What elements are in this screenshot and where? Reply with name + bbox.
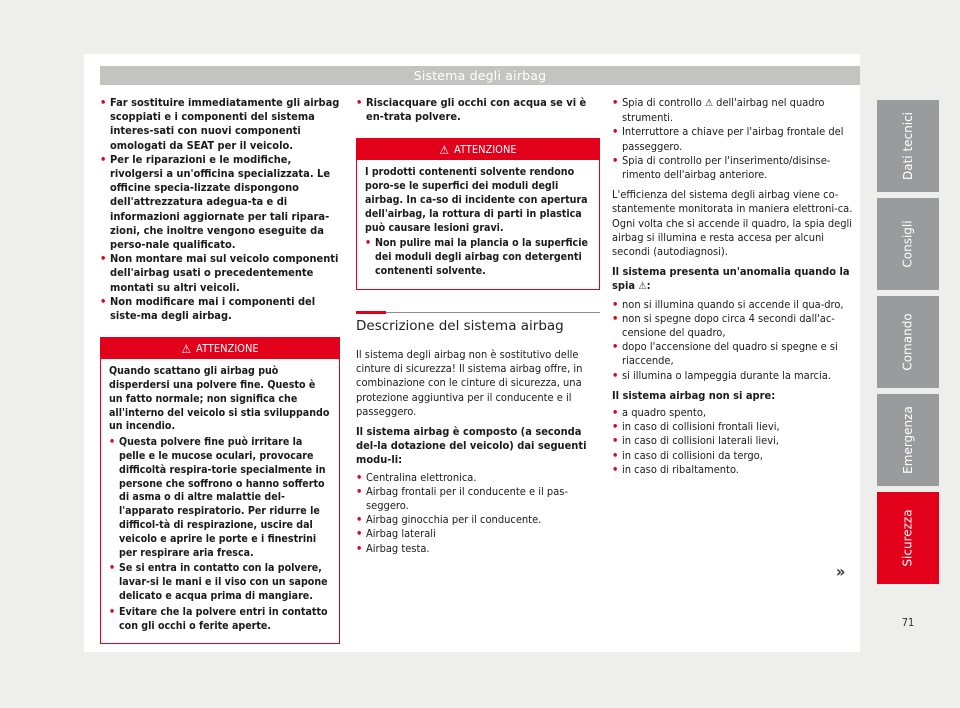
list-item: • non si illumina quando si accende il qua-dro,	[612, 297, 844, 311]
bullet-icon: •	[109, 605, 116, 618]
bullet-icon: •	[356, 527, 363, 541]
bullet-icon: •	[612, 297, 619, 311]
list-item: • dopo l'accensione del quadro si spegne e si riaccende,	[612, 340, 838, 368]
noopen-title: Il sistema airbag non si apre:	[612, 388, 776, 402]
warning-triangle-icon: ⚠	[439, 142, 450, 157]
warning-header	[101, 338, 339, 359]
list-item: • Interruttore a chiave per l'airbag frontale del passeggero.	[612, 125, 844, 153]
bullet-icon: •	[356, 513, 363, 527]
list-item: • Risciacquare gli occhi con acqua se vi è en-trata polvere.	[356, 96, 587, 124]
column-middle	[356, 96, 600, 556]
bullet-icon: •	[356, 470, 363, 484]
bullet-icon: •	[612, 153, 619, 167]
list-item: • Spia di controllo per l'inserimento/disinse-rimento dell'airbag anteriore.	[612, 153, 831, 182]
list-item: • in caso di collisioni frontali lievi,	[612, 420, 780, 434]
bullet-icon: •	[100, 152, 107, 166]
bullet-icon: •	[100, 96, 107, 109]
bullet-icon: •	[109, 562, 116, 575]
list-item: • Se si entra in contatto con la polvere, lavar-si le mani e il viso con un sapone delicato e acqua prima di mangiare.	[109, 562, 328, 602]
list-item: • Per le riparazioni e le modifiche, rivolgersi a un'officina specializzata. Le officine specia-lizzate dispongono dell'attrezzatura adegua-ta e di informazioni aggiornate per tali ripara-zioni, che inoltre vengono eseguite da perso-nale qualificato.	[100, 152, 331, 252]
bullet-icon: •	[612, 125, 619, 139]
section-title: Descrizione del sistema airbag	[356, 317, 564, 334]
list-item: • Airbag testa.	[356, 541, 430, 555]
list-item: • Far sostituire immediatamente gli airbag scoppiati e i componenti del sistema interes-sati con nuovi componenti omologati da SEAT per il veicolo.	[100, 96, 340, 152]
list-item: • non si spegne dopo circa 4 secondi dall'ac-censione del quadro,	[612, 311, 835, 340]
section-heading	[356, 312, 600, 342]
paragraph: L'efficienza del sistema degli airbag viene co-stantemente monitorata in maniera elettroni-ca. Ogni volta che si accende il quadro, la spia degli airbag si illumina e resta accesa per alcuni secondi (autodiagnosi).	[612, 188, 853, 259]
warning-triangle-icon: ⚠	[181, 341, 192, 356]
bullet-icon: •	[612, 434, 619, 448]
list-item: • in caso di collisioni da tergo,	[612, 448, 763, 462]
warning-intro: I prodotti contenenti solvente rendono poro-se le superfici dei moduli degli airbag. In ca-so di incidente con apertura dell'airbag, la rottura di parti in plastica può causare lesioni gravi.	[365, 166, 588, 234]
tab-sicurezza[interactable]: Sicurezza	[877, 492, 939, 584]
tab-emergenza[interactable]: Emergenza	[877, 394, 939, 486]
list-item: • Non pulire mai la plancia o la superficie dei moduli degli airbag con detergenti contenenti solvente.	[365, 237, 588, 277]
list-item: • Non modificare mai i componenti del siste-ma degli airbag.	[100, 294, 316, 323]
continue-arrow-icon: »	[836, 562, 846, 581]
column-right	[612, 96, 860, 477]
warning-title: ATTENZIONE	[454, 142, 517, 156]
list-item: • Evitare che la polvere entri in contatto con gli occhi o ferite aperte.	[109, 605, 328, 632]
bullet-icon: •	[612, 340, 619, 354]
tab-consigli[interactable]: Consigli	[877, 198, 939, 290]
list-item: • si illumina o lampeggia durante la marcia.	[612, 368, 831, 382]
tab-comando[interactable]: Comando	[877, 296, 939, 388]
page-number: 71	[901, 616, 915, 629]
warning-box	[100, 337, 340, 644]
bullet-icon: •	[612, 311, 619, 325]
warning-body	[357, 160, 599, 288]
list-item: • Spia di controllo ⚠ dell'airbag nel quadro strumenti.	[612, 96, 825, 125]
airbag-warning-light-icon: ⚠	[638, 281, 647, 293]
warning-box	[356, 138, 600, 289]
bullet-icon: •	[100, 252, 107, 266]
tab-dati-tecnici[interactable]: Dati tecnici	[877, 100, 939, 192]
list-item: • Non montare mai sul veicolo componenti dell'airbag usati o precedentemente montati su altri veicoli.	[100, 252, 339, 294]
list-item: • a quadro spento,	[612, 406, 707, 420]
page-header: Sistema degli airbag	[100, 66, 860, 85]
anomaly-title: Il sistema presenta un'anomalia quando la spia ⚠:	[612, 265, 860, 294]
warning-body	[101, 359, 339, 643]
airbag-warning-light-icon: ⚠	[704, 98, 714, 109]
paragraph: Il sistema degli airbag non è sostitutivo delle cinture di sicurezza! Il sistema airbag offre, in combinazione con le cinture di sicurezza, una protezione aggiuntiva per il conducente e il passeggero.	[356, 347, 583, 418]
bullet-icon: •	[612, 96, 619, 109]
bullet-icon: •	[356, 541, 363, 555]
column-left	[100, 96, 340, 644]
list-item: • in caso di collisioni laterali lievi,	[612, 434, 779, 448]
warning-intro: Quando scattano gli airbag può disperdersi una polvere fine. Questo è un fatto normale; non significa che all'interno del veicolo si stia sviluppando un incendio.	[109, 365, 330, 433]
bullet-icon: •	[612, 420, 619, 434]
list-item: • Questa polvere fine può irritare la pelle e le mucose oculari, provocare difficoltà respira-torie specialmente in persone che soffrono o hanno sofferto di asma o di altre malattie del-l'apparato respiratorio. Per ridurre le difficol-tà di respirazione, uscire dal veicolo e aprire le porte e i finestrini per respirare aria fresca.	[109, 436, 326, 559]
bullet-icon: •	[612, 462, 619, 476]
bullet-list	[100, 96, 340, 323]
bullet-icon: •	[356, 96, 363, 109]
bullet-icon: •	[100, 294, 107, 308]
list-item: • Airbag laterali	[356, 527, 436, 541]
list-item: • Airbag ginocchia per il conducente.	[356, 513, 542, 527]
warning-header	[357, 139, 599, 160]
bullet-icon: •	[612, 368, 619, 382]
bullet-icon: •	[109, 436, 116, 449]
list-item: • Centralina elettronica.	[356, 470, 477, 484]
bullet-icon: •	[612, 448, 619, 462]
bullet-icon: •	[356, 484, 363, 498]
components-title: Il sistema airbag è composto (a seconda del-la dotazione del veicolo) dai seguenti modu-li:	[356, 425, 587, 467]
bullet-icon: •	[612, 406, 619, 420]
list-item: • in caso di ribaltamento.	[612, 462, 739, 476]
list-item: • Airbag frontali per il conducente e il pas-seggero.	[356, 484, 568, 513]
bullet-icon: •	[365, 237, 372, 250]
warning-title: ATTENZIONE	[196, 341, 259, 355]
